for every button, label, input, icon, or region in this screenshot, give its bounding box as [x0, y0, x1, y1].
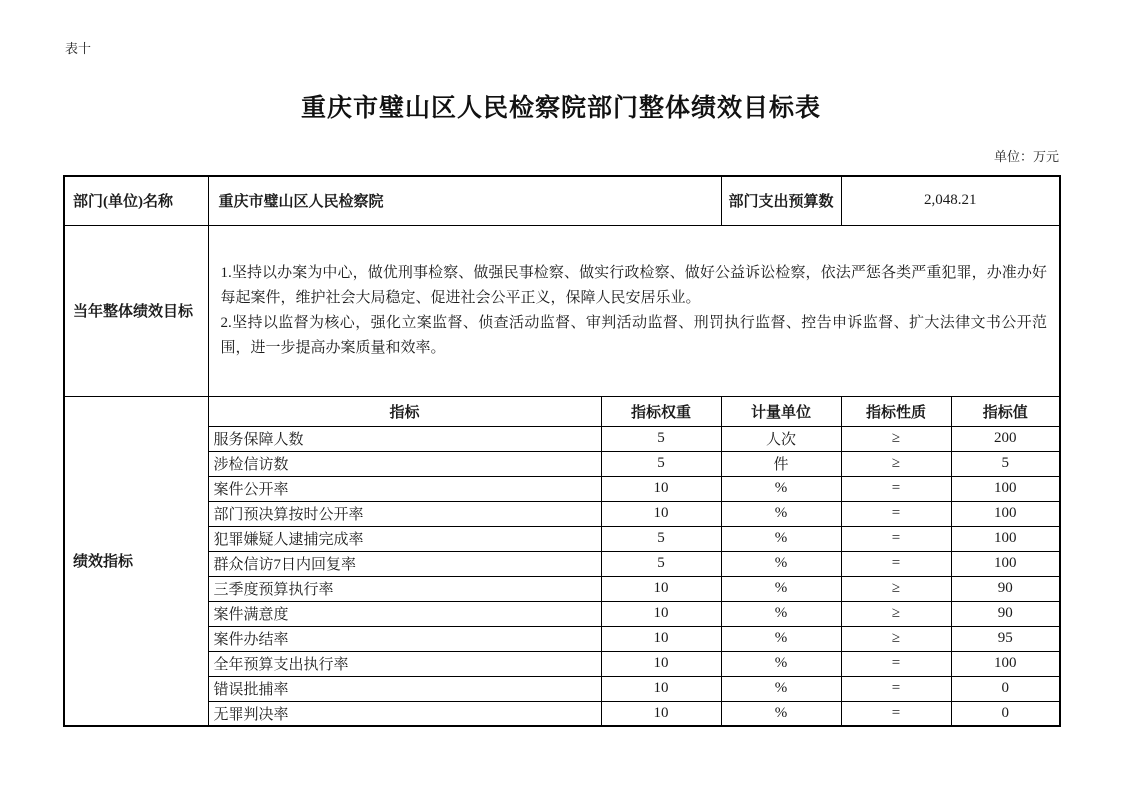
indicator-header-row	[64, 396, 1060, 426]
dept-name-label: 部门(单位)名称	[64, 176, 208, 225]
indicator-value: 200	[951, 426, 1060, 451]
indicator-name: 涉检信访数	[208, 451, 601, 476]
indicator-name: 全年预算支出执行率	[208, 651, 601, 676]
indicator-value: 100	[951, 651, 1060, 676]
indicator-row	[64, 576, 1060, 601]
indicator-unit: %	[721, 601, 841, 626]
indicator-nature: =	[841, 551, 951, 576]
indicator-nature: ≥	[841, 451, 951, 476]
indicator-nature: =	[841, 526, 951, 551]
indicator-row	[64, 701, 1060, 726]
indicator-name: 服务保障人数	[208, 426, 601, 451]
indicator-nature: ≥	[841, 626, 951, 651]
indicator-weight: 5	[601, 551, 721, 576]
indicator-name: 案件满意度	[208, 601, 601, 626]
indicator-name: 部门预决算按时公开率	[208, 501, 601, 526]
indicator-name: 案件办结率	[208, 626, 601, 651]
indicator-name: 三季度预算执行率	[208, 576, 601, 601]
indicator-unit: %	[721, 551, 841, 576]
indicator-nature: =	[841, 676, 951, 701]
indicator-unit: 人次	[721, 426, 841, 451]
indicator-weight: 5	[601, 526, 721, 551]
annual-goal-text	[208, 225, 1060, 396]
goal-line-1: 1.坚持以办案为中心，做优刑事检察、做强民事检察、做实行政检察、做好公益诉讼检察，依法严惩各类严重犯罪，办准办好每起案件，维护社会大局稳定、促进社会公平正义，保障人民安居乐业。	[220, 264, 1048, 306]
indicator-weight: 10	[601, 626, 721, 651]
indicator-nature: =	[841, 476, 951, 501]
indicator-name: 错误批捕率	[208, 676, 601, 701]
indicator-name: 案件公开率	[208, 476, 601, 501]
header-weight: 指标权重	[601, 396, 721, 426]
indicator-unit: 件	[721, 451, 841, 476]
indicator-unit: %	[721, 501, 841, 526]
indicator-value: 100	[951, 501, 1060, 526]
indicator-unit: %	[721, 626, 841, 651]
indicator-nature: ≥	[841, 426, 951, 451]
indicator-section-label: 绩效指标	[64, 396, 208, 726]
indicator-row	[64, 426, 1060, 451]
indicator-value: 0	[951, 676, 1060, 701]
goal-line-2: 2.坚持以监督为核心，强化立案监督、侦查活动监督、审判活动监督、刑罚执行监督、控告申诉监督、扩大法律文书公开范围，进一步提高办案质量和效率。	[220, 314, 1048, 356]
indicator-weight: 10	[601, 701, 721, 726]
indicator-unit: %	[721, 676, 841, 701]
indicator-unit: %	[721, 576, 841, 601]
unit-note: 单位：万元	[993, 149, 1059, 164]
indicator-nature: ≥	[841, 601, 951, 626]
indicator-value: 5	[951, 451, 1060, 476]
dept-name-value: 重庆市璧山区人民检察院	[208, 176, 721, 225]
indicator-value: 90	[951, 576, 1060, 601]
indicator-name: 无罪判决率	[208, 701, 601, 726]
indicator-weight: 10	[601, 651, 721, 676]
header-nature: 指标性质	[841, 396, 951, 426]
indicator-name: 群众信访7日内回复率	[208, 551, 601, 576]
header-unit: 计量单位	[721, 396, 841, 426]
header-value: 指标值	[951, 396, 1060, 426]
indicator-nature: =	[841, 501, 951, 526]
indicator-nature: =	[841, 651, 951, 676]
indicator-value: 90	[951, 601, 1060, 626]
indicator-unit: %	[721, 476, 841, 501]
indicator-value: 100	[951, 551, 1060, 576]
header-indicator: 指标	[208, 396, 601, 426]
indicator-weight: 5	[601, 426, 721, 451]
indicator-row	[64, 651, 1060, 676]
indicator-row	[64, 476, 1060, 501]
indicator-weight: 10	[601, 676, 721, 701]
indicator-nature: =	[841, 701, 951, 726]
indicator-weight: 5	[601, 451, 721, 476]
indicator-value: 100	[951, 476, 1060, 501]
table-number: 表十	[65, 41, 92, 56]
indicator-unit: %	[721, 526, 841, 551]
indicator-row	[64, 451, 1060, 476]
budget-value: 2,048.21	[841, 176, 1060, 225]
indicator-row	[64, 676, 1060, 701]
indicator-unit: %	[721, 651, 841, 676]
indicator-value: 0	[951, 701, 1060, 726]
indicator-unit: %	[721, 701, 841, 726]
indicator-row	[64, 551, 1060, 576]
budget-label: 部门支出预算数	[721, 176, 841, 225]
indicator-weight: 10	[601, 476, 721, 501]
annual-goal-label: 当年整体绩效目标	[64, 225, 208, 396]
indicator-value: 100	[951, 526, 1060, 551]
indicator-nature: ≥	[841, 576, 951, 601]
page-title: 重庆市璧山区人民检察院部门整体绩效目标表	[300, 95, 821, 122]
performance-target-table	[63, 175, 1061, 727]
indicator-row	[64, 501, 1060, 526]
indicator-weight: 10	[601, 576, 721, 601]
indicator-row	[64, 601, 1060, 626]
indicator-value: 95	[951, 626, 1060, 651]
annual-goal-row	[64, 225, 1060, 396]
indicator-name: 犯罪嫌疑人逮捕完成率	[208, 526, 601, 551]
dept-info-row	[64, 176, 1060, 225]
indicator-weight: 10	[601, 501, 721, 526]
indicator-row	[64, 526, 1060, 551]
indicator-weight: 10	[601, 601, 721, 626]
indicator-row	[64, 626, 1060, 651]
